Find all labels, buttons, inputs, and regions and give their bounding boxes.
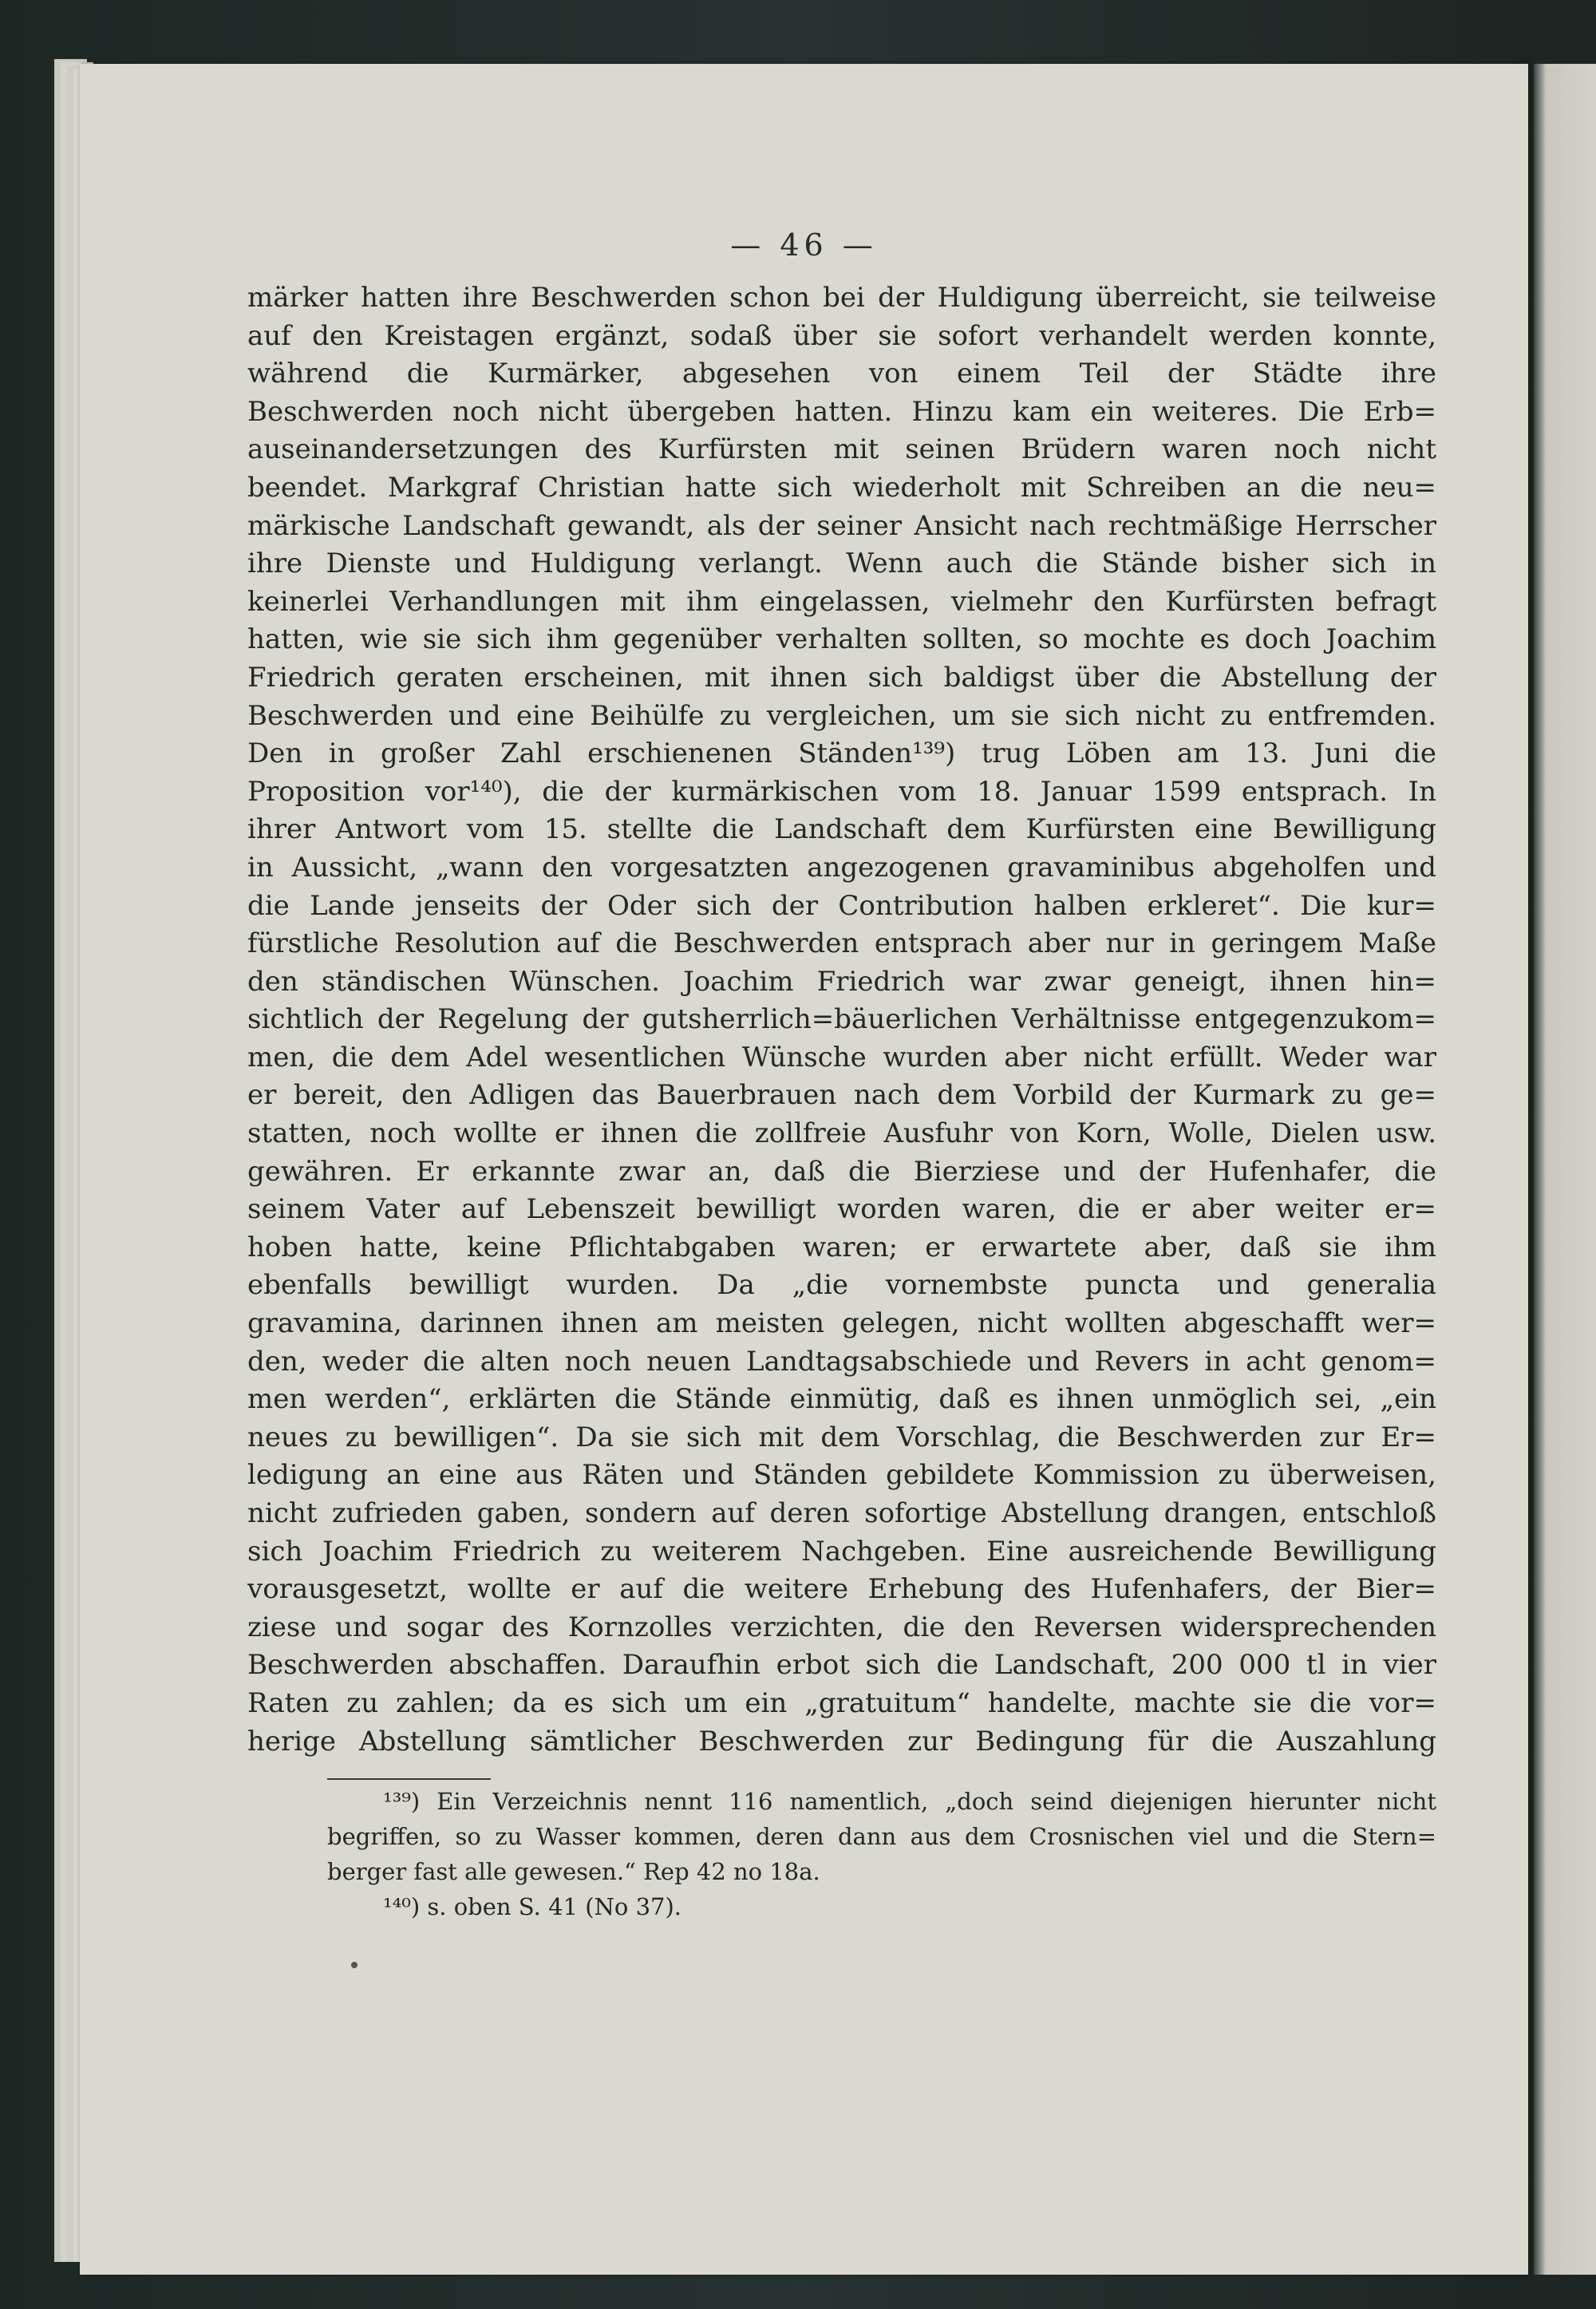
text-line: keinerlei Verhandlungen mit ihm eingelassen, vielmehr den Kurfürsten befragt [247,585,1436,618]
footnote-line: berger fast alle gewesen.“ Rep 42 no 18a. [327,1858,820,1885]
text-line: men, die dem Adel wesentlichen Wünsche wurden aber nicht erfüllt. Weder war [247,1041,1436,1073]
text-line: märkische Landschaft gewandt, als der seiner Ansicht nach rechtmäßige Herrscher [247,509,1436,542]
text-line: den ständischen Wünschen. Joachim Friedrich war zwar geneigt, ihnen hin= [247,965,1436,998]
text-line: märker hatten ihre Beschwerden schon bei der Huldigung überreicht, sie teilweise [247,282,1436,314]
text-line: er bereit, den Adligen das Bauerbrauen nach dem Vorbild der Kurmark zu ge= [247,1079,1436,1112]
text-line: Den in großer Zahl erschienenen Ständen¹³⁹) trug Löben am 13. Juni die [247,737,1436,770]
text-line: gewähren. Er erkannte zwar an, daß die Bierziese und der Hufenhafer, die [247,1155,1436,1188]
text-line: sich Joachim Friedrich zu weiterem Nachgeben. Eine ausreichende Bewilligung [247,1535,1436,1568]
text-line: ebenfalls bewilligt wurden. Da „die vornembste puncta und generalia [247,1269,1436,1302]
text-line: Friedrich geraten erscheinen, mit ihnen sich baldigst über die Abstellung der [247,661,1436,694]
paper-speck [351,1962,358,1968]
facing-page-edge [1534,64,1596,2275]
footnote-separator [327,1778,491,1780]
main-text-block [247,279,1436,1761]
text-line: Beschwerden noch nicht übergeben hatten. Hinzu kam ein weiteres. Die Erb= [247,395,1436,428]
text-line: beendet. Markgraf Christian hatte sich wiederholt mit Schreiben an die neu= [247,471,1436,504]
text-line: men werden“, erklärten die Stände einmütig, daß es ihnen unmöglich sei, „ein [247,1383,1436,1416]
text-line: ledigung an eine aus Räten und Ständen gebildete Kommission zu überweisen, [247,1459,1436,1492]
text-line: ziese und sogar des Kornzolles verzichten, die den Reversen widersprechenden [247,1611,1436,1643]
text-line: sichtlich der Regelung der gutsherrlich=bäuerlichen Verhältnisse entgegenzukom= [247,1003,1436,1036]
page-number: — 46 — [730,227,878,263]
text-line: den, weder die alten noch neuen Landtagsabschiede und Revers in acht genom= [247,1345,1436,1378]
footnote-start: ¹⁴⁰) s. oben S. 41 (No 37). [383,1893,681,1920]
footnote-line: begriffen, so zu Wasser kommen, deren dann aus dem Crosnischen viel und die Stern= [327,1823,1436,1850]
text-line: ihrer Antwort vom 15. stellte die Landschaft dem Kurfürsten eine Bewilligung [247,813,1436,846]
text-line: Raten zu zahlen; da es sich um ein „gratuitum“ handelte, machte sie die vor= [247,1686,1436,1719]
text-line: fürstliche Resolution auf die Beschwerden entsprach aber nur in geringem Maße [247,927,1436,960]
text-line: statten, noch wollte er ihnen die zollfreie Ausfuhr von Korn, Wolle, Dielen usw. [247,1117,1436,1150]
text-line: herige Abstellung sämtlicher Beschwerden zur Bedingung für die Auszahlung [247,1725,1436,1757]
footnotes-block [327,1784,1436,1924]
text-line: auf den Kreistagen ergänzt, sodaß über sie sofort verhandelt werden konnte, [247,319,1436,352]
text-line: seinem Vater auf Lebenszeit bewilligt worden waren, die er aber weiter er= [247,1193,1436,1226]
text-line: Beschwerden abschaffen. Daraufhin erbot sich die Landschaft, 200 000 tl in vier [247,1649,1436,1682]
text-line: vorausgesetzt, wollte er auf die weitere Erhebung des Hufenhafers, der Bier= [247,1573,1436,1606]
text-line: in Aussicht, „wann den vorgesatzten angezogenen gravaminibus abgeholfen und [247,851,1436,884]
text-line: ihre Dienste und Huldigung verlangt. Wenn auch die Stände bisher sich in [247,548,1436,580]
text-line: neues zu bewilligen“. Da sie sich mit dem Vorschlag, die Beschwerden zur Er= [247,1421,1436,1453]
footnote-start: ¹³⁹) Ein Verzeichnis nennt 116 namentlich, „doch seind diejenigen hierunter nicht [383,1788,1436,1815]
text-line: hatten, wie sie sich ihm gegenüber verhalten sollten, so mochte es doch Joachim [247,623,1436,656]
text-line: Beschwerden und eine Beihülfe zu vergleichen, um sie sich nicht zu entfremden. [247,699,1436,732]
text-line: auseinandersetzungen des Kurfürsten mit seinen Brüdern waren noch nicht [247,433,1436,466]
text-line: Proposition vor¹⁴⁰), die der kurmärkischen vom 18. Januar 1599 entsprach. In [247,775,1436,808]
text-line: die Lande jenseits der Oder sich der Contribution halben erkleret“. Die kur= [247,889,1436,922]
text-line: hoben hatte, keine Pflichtabgaben waren; er erwartete aber, daß sie ihm [247,1231,1436,1263]
text-line: gravamina, darinnen ihnen am meisten gelegen, nicht wollten abgeschafft wer= [247,1307,1436,1340]
text-line: während die Kurmärker, abgesehen von einem Teil der Städte ihre [247,358,1436,390]
text-line: nicht zufrieden gaben, sondern auf deren sofortige Abstellung drangen, entschloß [247,1497,1436,1529]
